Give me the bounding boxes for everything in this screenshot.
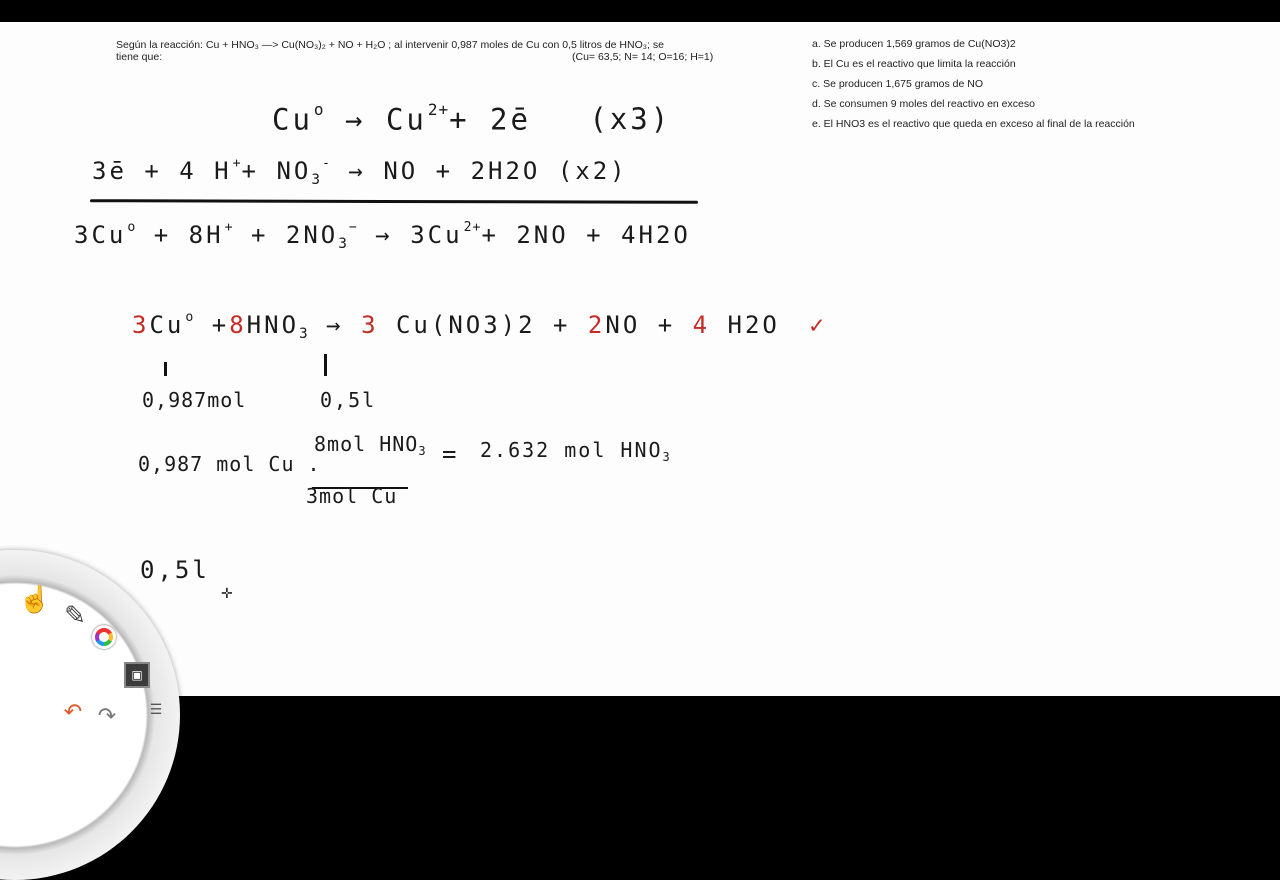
option-a: a. Se producen 1,569 gramos de Cu(NO3)2 — [812, 38, 1016, 50]
menu-icon[interactable]: ☰ — [149, 700, 163, 717]
pointer-tick-cu — [164, 362, 167, 376]
coef-hno3: 8 — [229, 310, 247, 339]
calc-denominator: 3mol Cu — [306, 484, 398, 508]
option-b: b. El Cu es el reactivo que limita la reacción — [812, 58, 1016, 70]
pending-volume-calc: 0,5l — [140, 556, 210, 584]
given-cu-moles: 0,987mol — [142, 388, 247, 412]
undo-icon[interactable]: ↶ — [63, 699, 83, 724]
reduction-half-reaction: 3ē + 4 $H^++ NO_3^-$ → NO + 2H2O (x2) — [92, 156, 628, 188]
option-e: e. El HNO3 es el reactivo que queda en exceso al final de la reacción — [812, 118, 1135, 130]
problem-line-2: tiene que: — [116, 51, 163, 63]
option-c: c. Se producen 1,675 gramos de NO — [812, 78, 984, 90]
atomic-masses: (Cu= 63,5; N= 14; O=16; H=1) — [572, 51, 714, 63]
calc-result: 2.632 mol $HNO_3$ — [480, 438, 671, 465]
calc-equals: = — [442, 440, 460, 468]
redo-icon[interactable]: ↷ — [97, 703, 117, 728]
calc-lhs: 0,987 mol Cu . — [138, 452, 321, 476]
pen-icon[interactable]: ✎ — [64, 599, 86, 630]
whiteboard-canvas[interactable] — [0, 22, 1280, 728]
option-d: d. Se consumen 9 moles del reactivo en exceso — [812, 98, 1035, 110]
coef-h2o: 4 — [692, 310, 711, 339]
given-hno3-volume: 0,5l — [320, 388, 377, 412]
coef-cu: 3 — [132, 310, 150, 339]
answer-options — [812, 34, 1135, 134]
coef-cuno32: 3 — [361, 310, 379, 339]
problem-statement — [116, 39, 736, 63]
crosshair-cursor-icon: ✛ — [221, 585, 233, 601]
screen-icon[interactable]: ▣ — [124, 662, 150, 688]
problem-line-1: Según la reacción: Cu + HNO₃ —> Cu(NO₃)₂ + NO + H₂O ; al intervenir 0,987 moles de Cu con 0,5 litros de HNO₃; se — [116, 39, 664, 51]
oxidation-half-reaction: $Cu^o \to Cu^{2+}+$ 2ē (x3) — [272, 100, 672, 137]
pointer-tick-hno3 — [324, 354, 327, 376]
check-mark: ✓ — [809, 310, 827, 339]
cursor-hand-icon[interactable]: ☝ — [18, 583, 52, 614]
coef-no: 2 — [587, 310, 606, 339]
calc-numerator: 8mol $HNO_3$ — [314, 432, 427, 459]
color-wheel-icon[interactable] — [92, 625, 116, 649]
net-ionic-equation: $3Cu^o + 8H^+ + 2NO_3^- \to 3Cu^{2+}+ 2NO + 4H2O$ — [74, 220, 691, 252]
sum-line — [90, 199, 698, 204]
balanced-equation: $3Cu^o +8HNO_3 \to 3$ Cu(NO3)2 + 2NO + 4 H2O ✓ — [132, 310, 827, 342]
